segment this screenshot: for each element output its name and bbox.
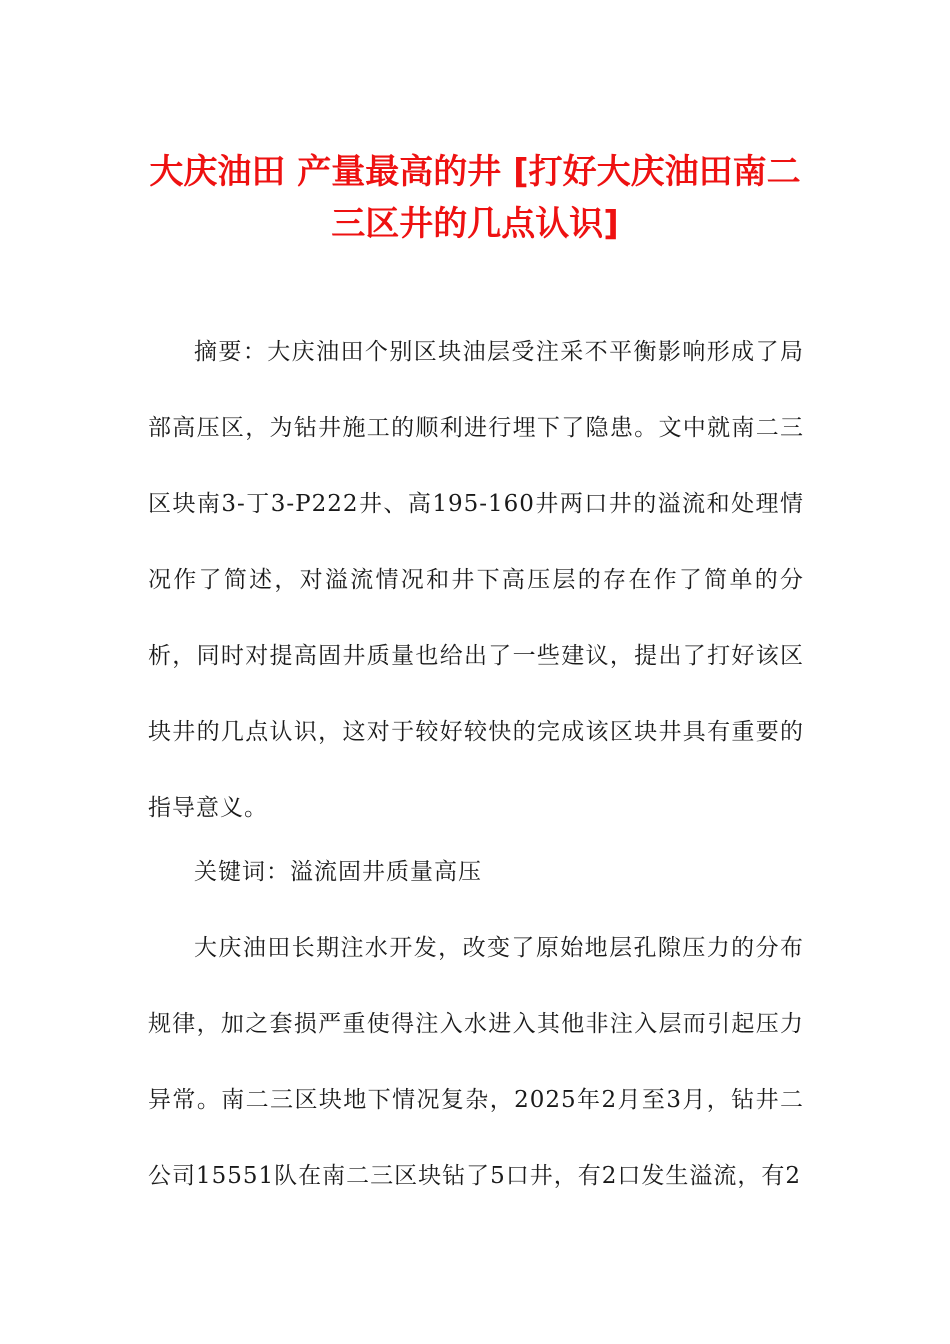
keywords-paragraph: 关键词：溢流固井质量高压 [194,859,482,885]
abstract-paragraph: 摘要：大庆油田个别区块油层受注采不平衡影响形成了局部高压区，为钻井施工的顺利进行埋下了隐患。文中就南二三区块南3-丁3-P222井、高195-160井两口井的溢流和处理情况作了简述，对溢流情况和井下高压层的存在作了简单的分析，同时对提高固井质量也给出了一些建议，提出了打好该区块井的几点认识，这对于较好较快的完成该区块井具有重要的指导意义。 [148,339,804,821]
body-paragraph: 大庆油田长期注水开发，改变了原始地层孔隙压力的分布规律，加之套损严重使得注入水进入其他非注入层而引起压力异常。南二三区块地下情况复杂，2025年2月至3月，钻井二公司15551队在南二三区块钻了5口井，有2口发生溢流，有2 [148,935,804,1189]
document-title: 大庆油田 产量最高的井 [打好大庆油田南二三区井的几点认识] [149,152,801,244]
